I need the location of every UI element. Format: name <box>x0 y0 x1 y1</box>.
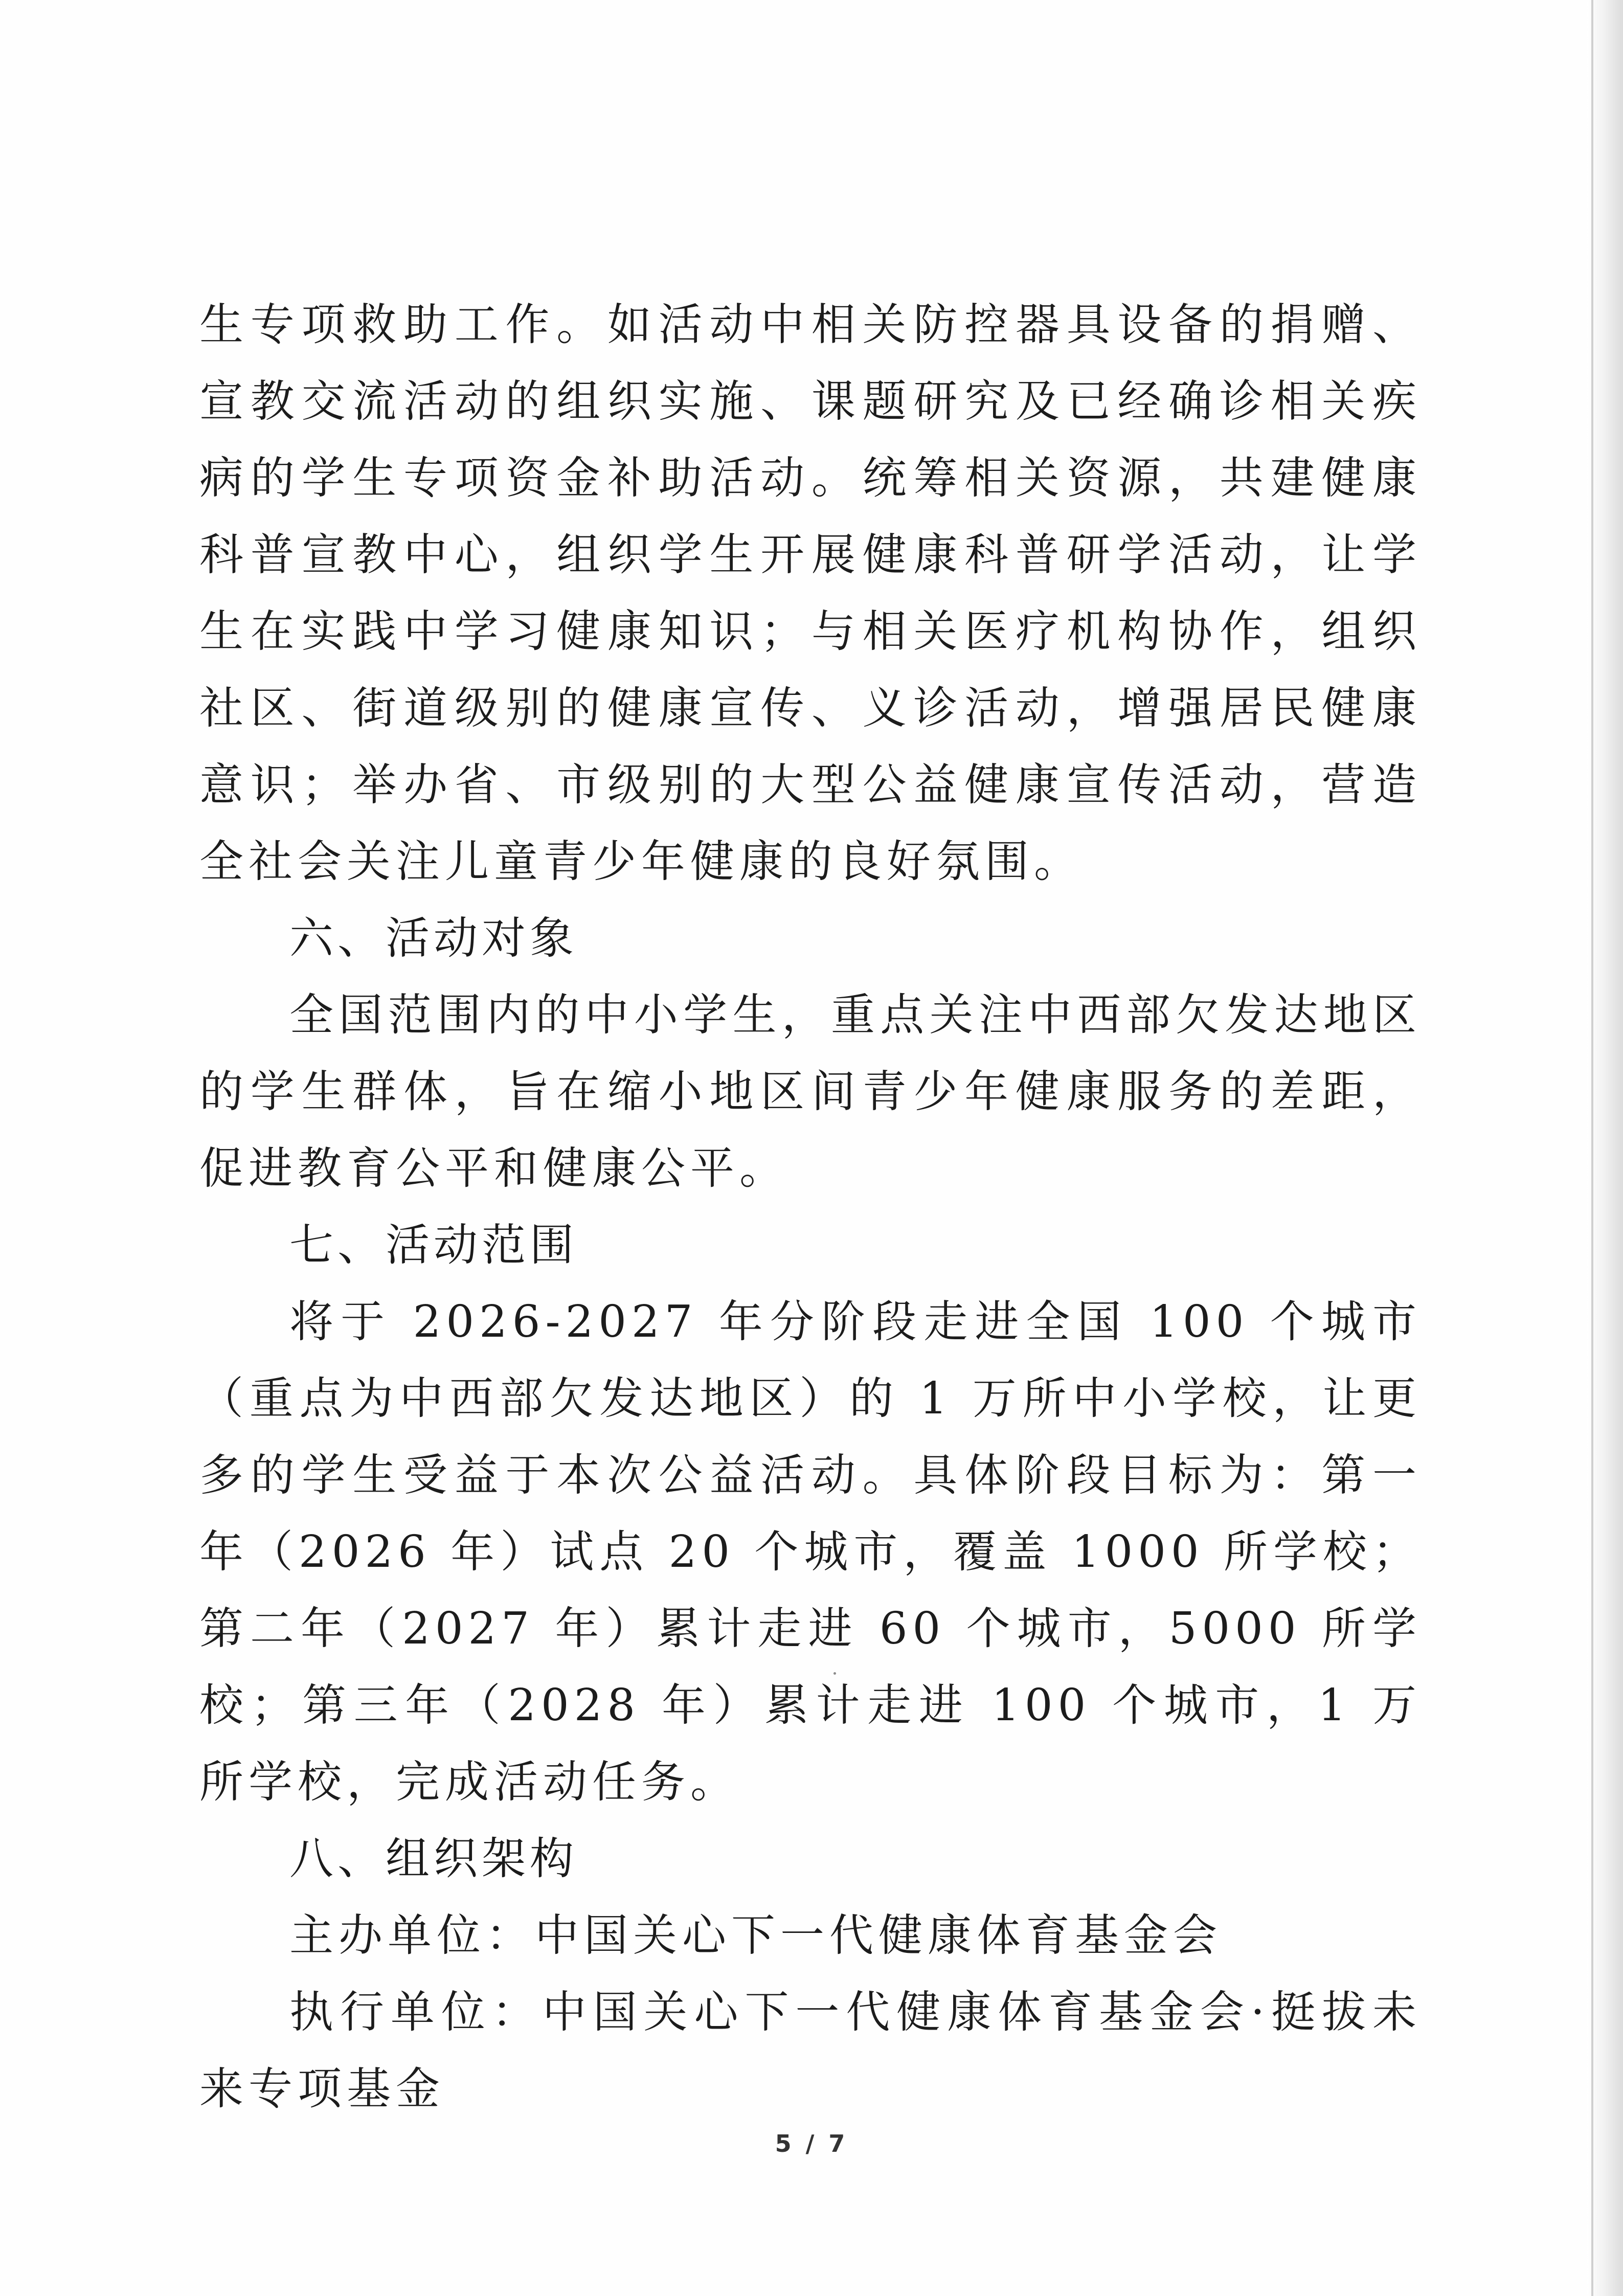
paragraph-activity-scope: 将于 2026-2027 年分阶段走进全国 100 个城市（重点为中西部欠发达地区）的 1 万所中小学校，让更多的学生受益于本次公益活动。具体阶段目标为：第一年（2026 年）试点 20 个城市，覆盖 1000 所学校；第二年（2027 年）累计走进 60 个城市，5000 所学校；第三年（2028 年）累计走进 100 个城市，1 万所学校，完成活动任务。 <box>199 1296 1422 1808</box>
paragraph-continuation: 生专项救助工作。如活动中相关防控器具设备的捐赠、宣教交流活动的组织实施、课题研究及已经确诊相关疾病的学生专项资金补助活动。统筹相关资源，共建健康科普宣教中心，组织学生开展健康科普研学活动，让学生在实践中学习健康知识；与相关医疗机构协作，组织社区、街道级别的健康宣传、义诊活动，增强居民健康意识；举办省、市级别的大型公益健康宣传活动，营造全社会关注儿童青少年健康的良好氛围。 <box>199 299 1422 887</box>
paragraph-executing-unit: 执行单位：中国关心下一代健康体育基金会·挺拔未来专项基金 <box>199 1987 1422 2114</box>
scan-speck <box>833 1672 836 1675</box>
section-heading-7: 七、活动范围 <box>289 1220 578 1271</box>
section-heading-6: 六、活动对象 <box>289 913 578 964</box>
document-body <box>199 286 1422 2127</box>
paragraph-host-unit: 主办单位：中国关心下一代健康体育基金会 <box>289 1910 1222 1961</box>
page-number: 5 / 7 <box>775 2130 848 2157</box>
section-heading-8: 八、组织架构 <box>289 1833 578 1884</box>
scan-edge-line <box>1591 0 1593 2296</box>
paragraph-activity-target: 全国范围内的中小学生，重点关注中西部欠发达地区的学生群体，旨在缩小地区间青少年健康服务的差距，促进教育公平和健康公平。 <box>199 989 1422 1194</box>
